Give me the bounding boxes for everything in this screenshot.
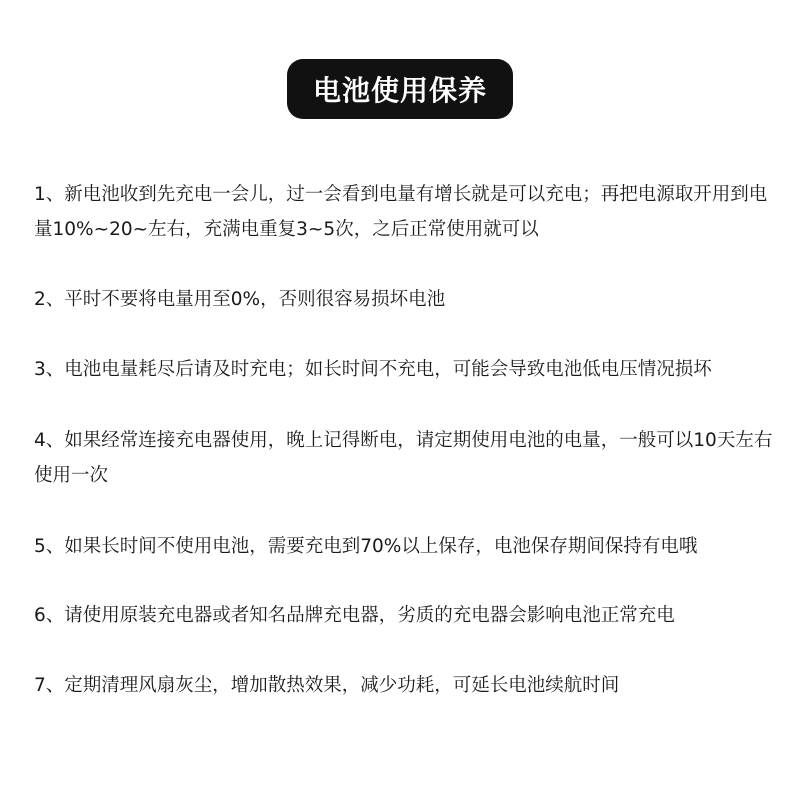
tip-item-5: 5、如果长时间不使用电池，需要充电到70%以上保存，电池保存期间保持有电哦 xyxy=(34,536,698,557)
tip-item-6: 6、请使用原装充电器或者知名品牌充电器，劣质的充电器会影响电池正常充电 xyxy=(34,605,675,626)
tip-item-2: 2、平时不要将电量用至0%，否则很容易损坏电池 xyxy=(34,289,446,310)
page-title: 电池使用保养 xyxy=(287,59,513,119)
tip-item-7: 7、定期清理风扇灰尘，增加散热效果，减少功耗，可延长电池续航时间 xyxy=(34,675,620,696)
tip-item-4: 4、如果经常连接充电器使用，晚上记得断电，请定期使用电池的电量，一般可以10天左右使用一次 xyxy=(34,430,773,486)
tip-item-3: 3、电池电量耗尽后请及时充电；如长时间不充电，可能会导致电池低电压情况损坏 xyxy=(34,359,712,380)
tip-item-1: 1、新电池收到先充电一会儿，过一会看到电量有增长就是可以充电；再把电源取开用到电量10%~20~左右，充满电重复3~5次，之后正常使用就可以 xyxy=(34,184,768,240)
